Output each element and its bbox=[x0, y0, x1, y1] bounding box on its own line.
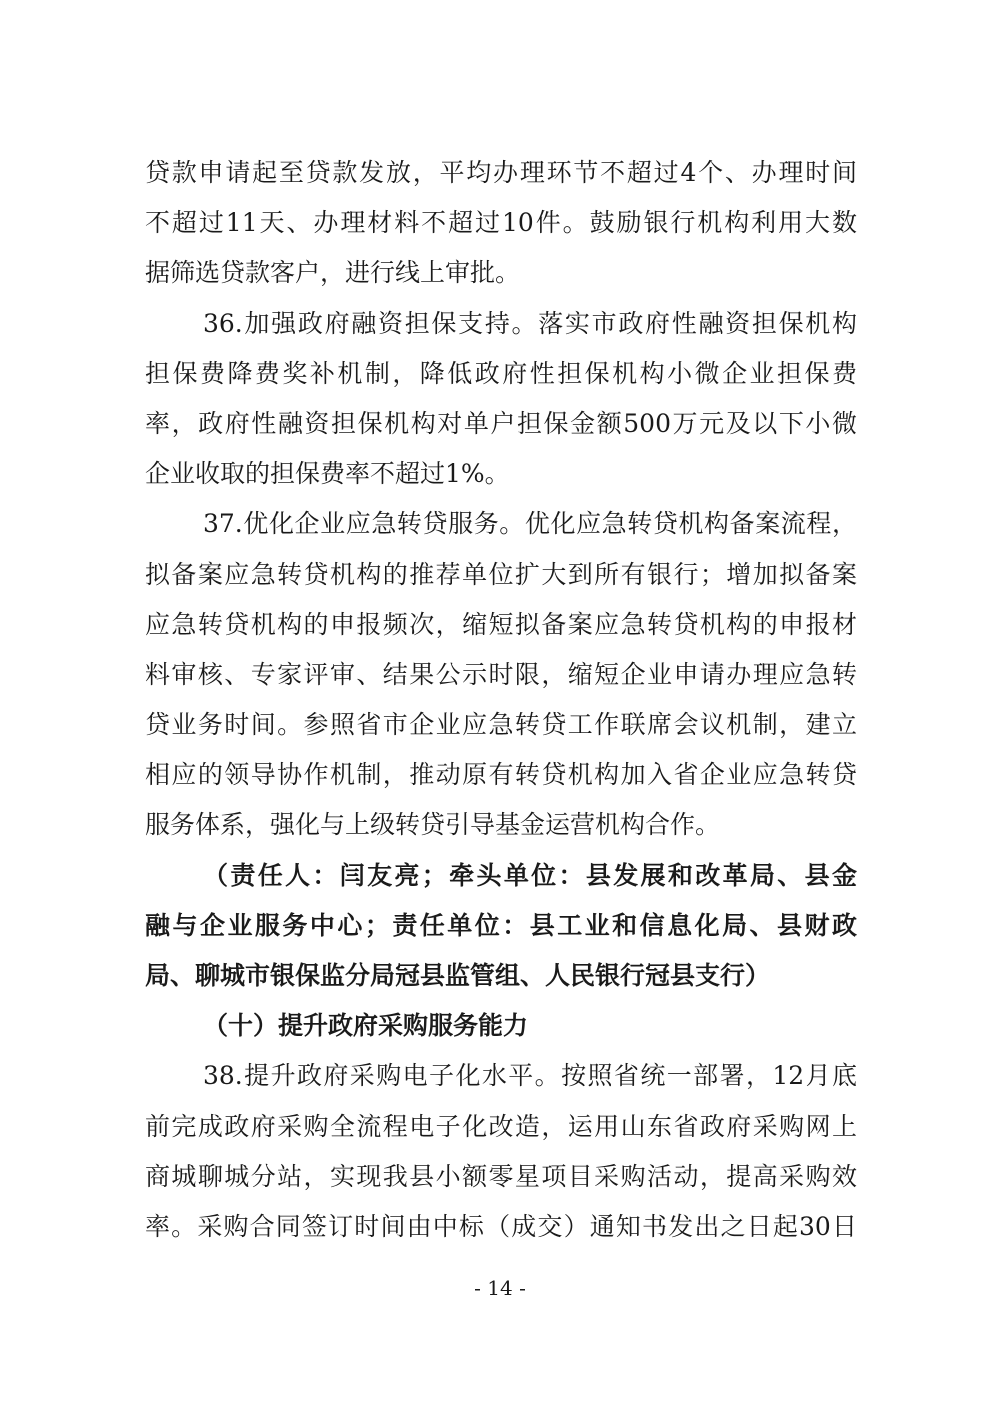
text-line: 据筛选贷款客户，进行线上审批。 bbox=[145, 258, 521, 288]
text-line: 商城聊城分站，实现我县小额零星项目采购活动，提高采购效 bbox=[145, 1161, 857, 1191]
text-line: 37.优化企业应急转贷服务。优化应急转贷机构备案流程， bbox=[203, 509, 857, 539]
text-line: 率，政府性融资担保机构对单户担保金额500万元及以下小微 bbox=[145, 408, 857, 438]
text-line: 率。采购合同签订时间由中标（成交）通知书发出之日起30日 bbox=[145, 1211, 857, 1241]
text-line: 不超过11天、办理材料不超过10件。鼓励银行机构利用大数 bbox=[145, 208, 857, 238]
text-line: 服务体系，强化与上级转贷引导基金运营机构合作。 bbox=[145, 810, 721, 840]
text-line: 企业收取的担保费率不超过1%。 bbox=[145, 459, 510, 489]
page-number: - 14 - bbox=[474, 1276, 526, 1300]
body-text bbox=[145, 148, 857, 1252]
text-line: 贷业务时间。参照省市企业应急转贷工作联席会议机制，建立 bbox=[145, 710, 857, 740]
text-line: 38.提升政府采购电子化水平。按照省统一部署，12月底 bbox=[203, 1061, 857, 1091]
text-line: 应急转贷机构的申报频次，缩短拟备案应急转贷机构的申报材 bbox=[145, 609, 857, 639]
text-line: （十）提升政府采购服务能力 bbox=[203, 1011, 529, 1041]
text-line: 前完成政府采购全流程电子化改造，运用山东省政府采购网上 bbox=[145, 1111, 857, 1141]
text-line: （责任人：闫友亮；牵头单位：县发展和改革局、县金 bbox=[203, 860, 857, 890]
text-line: 拟备案应急转贷机构的推荐单位扩大到所有银行；增加拟备案 bbox=[145, 559, 857, 589]
text-line: 融与企业服务中心；责任单位：县工业和信息化局、县财政 bbox=[145, 910, 857, 940]
text-line: 料审核、专家评审、结果公示时限，缩短企业申请办理应急转 bbox=[145, 659, 857, 689]
text-line: 相应的领导协作机制，推动原有转贷机构加入省企业应急转贷 bbox=[145, 760, 857, 790]
text-line: 贷款申请起至贷款发放，平均办理环节不超过4个、办理时间 bbox=[145, 158, 857, 187]
text-line: 局、聊城市银保监分局冠县监管组、人民银行冠县支行） bbox=[145, 961, 771, 990]
text-line: 担保费降费奖补机制，降低政府性担保机构小微企业担保费 bbox=[145, 358, 857, 388]
text-line: 36.加强政府融资担保支持。落实市政府性融资担保机构 bbox=[203, 308, 857, 338]
